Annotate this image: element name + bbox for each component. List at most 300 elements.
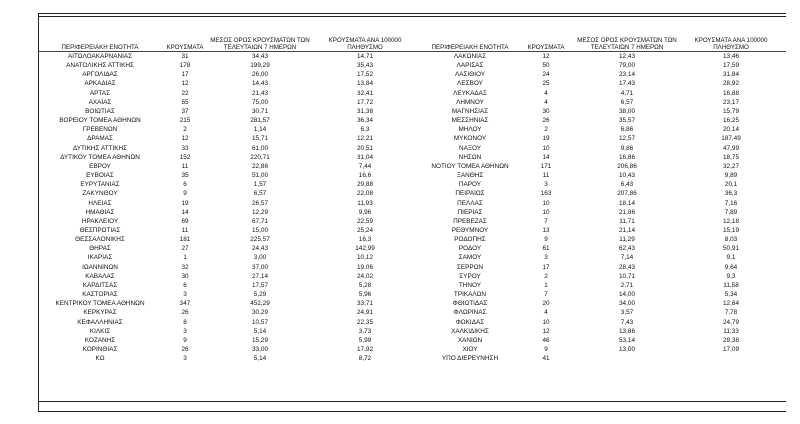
cell-region: ΕΒΡΟΥ (89, 162, 111, 170)
cell-per100k: 22,08 (357, 190, 373, 198)
cell-cases: 35 (181, 172, 189, 180)
cell-cases: 30 (181, 272, 189, 280)
cell-region: ΚΟΖΑΝΗΣ (84, 336, 116, 344)
cell-avg: 4,71 (620, 89, 634, 97)
cell-per100k: 16,25 (723, 117, 739, 125)
cell-cases: 3 (544, 254, 548, 262)
cell-region: ΗΡΑΚΛΕΙΟΥ (81, 217, 119, 225)
cell-avg: 11,71 (619, 217, 635, 225)
cell-cases: 152 (179, 153, 191, 161)
cell-cases: 19 (181, 199, 189, 207)
cell-per100k: 142,99 (355, 245, 375, 253)
cell-cases: 10 (542, 318, 550, 326)
cell-per100k: 12,18 (723, 217, 739, 225)
cell-region: ΓΡΕΒΕΝΩΝ (82, 126, 118, 134)
table-row (40, 345, 780, 354)
cell-cases: 33 (181, 144, 189, 152)
cell-avg: 1,57 (253, 181, 267, 189)
header-per100k: ΚΡΟΥΣΜΑΤΑ ΑΝΑ 100000 ΠΛΗΘΥΣΜΟ (328, 36, 402, 51)
cell-region: ΑΧΑΪΑΣ (88, 98, 112, 106)
cell-per100k: 17,59 (723, 62, 739, 70)
cell-per100k: 9,1 (726, 254, 736, 262)
cell-avg: 34,00 (619, 300, 635, 308)
cell-region: ΠΙΕΡΙΑΣ (457, 208, 483, 216)
header-per100k: ΚΡΟΥΣΜΑΤΑ ΑΝΑ 100000 ΠΛΗΘΥΣΜΟ (694, 36, 768, 51)
cell-cases: 9 (544, 236, 548, 244)
cell-region: ΒΟΙΩΤΙΑΣ (85, 107, 115, 115)
cell-avg: 6,43 (620, 181, 634, 189)
cell-per100k: 23,17 (723, 98, 739, 106)
cell-cases: 22 (181, 89, 189, 97)
cell-avg: 281,57 (250, 117, 270, 125)
cell-per100k (682, 354, 780, 363)
cell-avg: 27,14 (252, 272, 268, 280)
cell-per100k: 6,3 (360, 126, 370, 134)
cell-region: ΣΕΡΡΩΝ (456, 263, 484, 271)
cell-per100k: 16,88 (723, 89, 739, 97)
cell-region: ΚΕΝΤΡΙΚΟΥ ΤΟΜΕΑ ΑΘΗΝΩΝ (55, 300, 145, 308)
cell-avg: 75,00 (252, 98, 268, 106)
cell-avg: 206,86 (617, 162, 637, 170)
cell-region: ΑΡΤΑΣ (89, 89, 111, 97)
cell-region: ΜΥΚΟΝΟΥ (453, 135, 487, 143)
table-row (40, 217, 780, 226)
cell-avg: 53,14 (619, 336, 635, 344)
cell-cases: 17 (181, 71, 189, 79)
cell-region: ΛΑΚΩΝΙΑΣ (453, 53, 487, 60)
cell-region: ΚΙΛΚΙΣ (89, 327, 111, 335)
cell-avg: 30,71 (252, 107, 268, 115)
table-row (40, 244, 780, 253)
cell-per100k: 15,79 (723, 107, 739, 115)
cell-region: ΘΕΣΠΡΩΤΙΑΣ (79, 226, 121, 234)
cell-avg: 14,00 (619, 291, 635, 299)
cell-per100k: 20,1 (724, 181, 738, 189)
cell-per100k: 20,14 (723, 126, 739, 134)
cell-avg: 12,29 (252, 208, 268, 216)
cell-region: ΑΡΚΑΔΙΑΣ (84, 80, 116, 88)
cell-cases: 3 (544, 181, 548, 189)
table-row (40, 162, 780, 171)
cell-region: ΑΙΤΩΛΟΑΚΑΡΝΑΝΙΑΣ (67, 53, 133, 60)
cell-cases: 178 (179, 62, 191, 70)
cell-avg: 62,43 (619, 245, 635, 253)
cell-per100k: 7,44 (358, 162, 372, 170)
cell-region: ΔΥΤΙΚΗΣ ΑΤΤΙΚΗΣ (72, 144, 128, 152)
cell-region: ΡΕΘΥΜΝΟΥ (451, 226, 489, 234)
header-row (40, 20, 780, 52)
cell-region: ΛΑΡΙΣΑΣ (456, 62, 484, 70)
cell-region: ΧΑΛΚΙΔΙΚΗΣ (451, 327, 489, 335)
cell-cases: 4 (544, 98, 548, 106)
cell-cases: 69 (181, 217, 189, 225)
cell-per100k: 24,02 (357, 272, 373, 280)
cell-avg: 79,00 (619, 62, 635, 70)
cell-cases: 10 (542, 199, 550, 207)
header-avg: ΜΕΣΟΣ ΟΡΟΣ ΚΡΟΥΣΜΑΤΩΝ ΤΩΝ ΤΕΛΕΥΤΑΙΩΝ 7 ΗΜΕΡΩΝ (577, 36, 677, 51)
cell-per100k: 14,71 (357, 53, 373, 60)
cell-per100k: 18,75 (723, 153, 739, 161)
cell-per100k: 3,73 (358, 327, 372, 335)
cell-per100k: 5,96 (358, 291, 372, 299)
cell-cases: 19 (542, 135, 550, 143)
cell-cases: 7 (544, 291, 548, 299)
cell-cases: 2 (183, 126, 187, 134)
cell-region: ΠΕΛΛΑΣ (457, 199, 483, 207)
cell-region: ΙΩΑΝΝΙΝΩΝ (82, 263, 118, 271)
cell-region: ΤΡΙΚΑΛΩΝ (453, 291, 487, 299)
table-row (40, 180, 780, 189)
cell-per100k: 12,64 (723, 300, 739, 308)
cell-cases: 50 (542, 62, 550, 70)
cell-per100k: 33,71 (357, 300, 373, 308)
cell-avg: 26,57 (252, 199, 268, 207)
cell-cases: 27 (181, 245, 189, 253)
table-row (40, 208, 780, 217)
cell-cases: 20 (542, 300, 550, 308)
cell-region: ΚΕΡΚΥΡΑΣ (83, 309, 117, 317)
cell-avg: 225,57 (250, 236, 270, 244)
top-rule (38, 13, 786, 14)
cell-region: ΧΙΟΥ (462, 346, 478, 353)
cell-per100k: 187,49 (721, 135, 741, 143)
cell-cases: 4 (544, 89, 548, 97)
cell-per100k: 36,34 (357, 117, 373, 125)
cell-region: ΡΟΔΟΠΗΣ (454, 236, 486, 244)
cell-region: ΚΑΡΔΙΤΣΑΣ (82, 281, 118, 289)
cell-avg: 23,14 (619, 71, 635, 79)
cell-cases: 181 (179, 236, 191, 244)
cell-avg: 21,43 (252, 89, 268, 97)
cell-avg: 5,14 (253, 355, 267, 363)
table-row (40, 263, 780, 272)
cell-region: ΠΑΡΟΥ (458, 181, 482, 189)
cell-per100k: 17,92 (357, 346, 373, 353)
cell-per100k: 28,92 (723, 80, 739, 88)
cell-region: ΧΑΝΙΩΝ (457, 336, 483, 344)
cell-region: ΛΗΜΝΟΥ (456, 98, 484, 106)
cell-avg: 37,00 (252, 263, 268, 271)
table-row (40, 354, 780, 363)
cell-per100k: 9,64 (724, 263, 738, 271)
cell-per100k: 22,59 (357, 217, 373, 225)
cell-region: ΖΑΚΥΝΘΟΥ (82, 190, 118, 198)
cell-region: ΑΡΓΟΛΙΔΑΣ (82, 71, 118, 79)
cell-avg: 7,14 (620, 254, 634, 262)
cell-avg: 7,43 (620, 318, 634, 326)
table-row (40, 89, 780, 98)
cell-per100k: 9,96 (358, 208, 372, 216)
cell-region: ΙΚΑΡΙΑΣ (87, 254, 113, 262)
cell-avg: 199,29 (250, 62, 270, 70)
cell-cases: 4 (544, 309, 548, 317)
cell-per100k: 5,34 (724, 291, 738, 299)
cell-region: ΑΝΑΤΟΛΙΚΗΣ ΑΤΤΙΚΗΣ (66, 62, 134, 70)
cell-cases: 171 (540, 162, 552, 170)
cell-cases: 11 (542, 172, 550, 180)
top-rule-secondary (38, 16, 786, 17)
cell-region: ΕΥΒΟΙΑΣ (86, 172, 114, 180)
cell-cases: 11 (181, 162, 189, 170)
cell-per100k: 50,91 (723, 245, 739, 253)
table-row (40, 125, 780, 134)
table-row (40, 107, 780, 116)
cell-per100k: 17,72 (357, 98, 373, 106)
cell-region: ΒΟΡΕΙΟΥ ΤΟΜΕΑ ΑΘΗΝΩΝ (59, 117, 141, 125)
cell-per100k: 16,6 (358, 172, 372, 180)
cell-avg: 5,29 (253, 291, 267, 299)
cell-per100k: 9,3 (726, 272, 736, 280)
cell-avg: 207,86 (617, 190, 637, 198)
cell-cases: 26 (542, 117, 550, 125)
table-row (40, 272, 780, 281)
cell-per100k: 29,88 (357, 181, 373, 189)
cell-avg: 21,86 (619, 208, 635, 216)
cell-region: ΦΩΚΙΔΑΣ (455, 318, 485, 326)
table-row (40, 336, 780, 345)
cell-cases: 2 (544, 272, 548, 280)
header-cases: ΚΡΟΥΣΜΑΤΑ (166, 43, 204, 51)
cell-cases: 347 (179, 300, 191, 308)
cell-cases: 26 (181, 309, 189, 317)
cell-avg: 17,43 (619, 80, 635, 88)
cell-region: ΝΟΤΙΟΥ ΤΟΜΕΑ ΑΘΗΝΩΝ (431, 162, 509, 170)
cell-cases: 26 (181, 346, 189, 353)
cell-per100k: 16,3 (358, 236, 372, 244)
cell-cases: 9 (183, 336, 187, 344)
cell-per100k: 12,21 (357, 135, 373, 143)
cell-cases: 6 (183, 281, 187, 289)
cell-avg: 13,00 (619, 346, 635, 353)
cell-cases: 14 (181, 208, 189, 216)
cell-cases: 9 (544, 346, 548, 353)
cell-cases: 30 (542, 107, 550, 115)
cell-avg: 10,57 (252, 318, 268, 326)
cell-per100k: 47,99 (723, 144, 739, 152)
cell-region: ΣΥΡΟΥ (459, 272, 481, 280)
cell-per100k: 7,16 (724, 199, 738, 207)
cell-region: ΡΟΔΟΥ (458, 245, 482, 253)
cell-cases: 31 (181, 53, 189, 60)
cell-avg: 24,43 (252, 245, 268, 253)
cell-region: ΚΩ (95, 355, 105, 363)
cell-avg: 15,71 (252, 135, 268, 143)
cell-cases: 3 (183, 355, 187, 363)
table-row (40, 290, 780, 299)
cell-cases: 3 (183, 327, 187, 335)
cell-per100k: 11,58 (723, 281, 739, 289)
cell-cases: 10 (542, 208, 550, 216)
cell-per100k: 31,04 (357, 153, 373, 161)
cell-per100k: 7,89 (724, 208, 738, 216)
cell-region: ΛΑΣΙΘΙΟΥ (454, 71, 486, 79)
cell-per100k: 25,24 (357, 226, 373, 234)
cell-avg: 9,86 (620, 144, 634, 152)
cell-avg: 15,00 (252, 226, 268, 234)
cell-avg: 16,86 (619, 153, 635, 161)
cell-region: ΔΥΤΙΚΟΥ ΤΟΜΕΑ ΑΘΗΝΩΝ (60, 153, 140, 161)
cell-avg: 10,71 (619, 272, 635, 280)
cell-region: ΘΕΣΣΑΛΟΝΙΚΗΣ (75, 236, 125, 244)
table-row (40, 327, 780, 336)
table-row (40, 226, 780, 235)
cell-per100k: 24,91 (357, 309, 373, 317)
cell-per100k: 11,33 (723, 327, 739, 335)
cell-per100k: 8,72 (358, 355, 372, 363)
cell-region: ΛΕΥΚΑΔΑΣ (453, 89, 487, 97)
table-row (40, 52, 780, 61)
cell-region: ΛΕΣΒΟΥ (457, 80, 483, 88)
cell-avg: 51,00 (252, 172, 268, 180)
cell-avg: 17,57 (252, 281, 268, 289)
cell-per100k: 8,03 (724, 236, 738, 244)
bottom-rule (38, 401, 786, 402)
cell-per100k: 5,99 (358, 336, 372, 344)
cell-cases: 24 (542, 71, 550, 79)
cell-per100k: 22,35 (357, 318, 373, 326)
cell-avg: 3,57 (620, 309, 634, 317)
cell-avg: 61,00 (252, 144, 268, 152)
cell-cases: 12 (181, 80, 189, 88)
cell-region: ΣΑΜΟΥ (458, 254, 482, 262)
cell-region: ΕΥΡΥΤΑΝΙΑΣ (80, 181, 120, 189)
cell-avg: 452,29 (250, 300, 270, 308)
cell-cases: 12 (542, 53, 550, 60)
cell-region: ΤΗΝΟΥ (458, 281, 482, 289)
table-row (40, 116, 780, 125)
table-row (40, 253, 780, 262)
cell-per100k: 10,12 (357, 254, 373, 262)
cell-avg: 6,57 (620, 98, 634, 106)
table-row (40, 235, 780, 244)
cell-per100k: 15,19 (723, 226, 739, 234)
left-border (38, 13, 39, 412)
cell-per100k: 31,84 (723, 71, 739, 79)
cell-cases: 1 (544, 281, 548, 289)
cell-avg: 18,14 (619, 199, 635, 207)
cell-cases: 3 (183, 291, 187, 299)
cell-avg: 6,86 (620, 126, 634, 134)
cell-per100k: 35,43 (357, 62, 373, 70)
cell-avg: 35,57 (619, 117, 635, 125)
table-row (40, 144, 780, 153)
cell-avg: 33,00 (252, 346, 268, 353)
cell-region: ΠΕΙΡΑΙΩΣ (455, 190, 485, 198)
cell-cases: 8 (183, 318, 187, 326)
cell-avg: 28,43 (619, 263, 635, 271)
cell-avg: 6,57 (253, 190, 267, 198)
cell-cases: 41 (542, 355, 550, 363)
cell-region: ΦΘΙΩΤΙΔΑΣ (452, 300, 488, 308)
cell-avg: 1,14 (253, 126, 267, 134)
cell-region: ΝΗΣΩΝ (458, 153, 482, 161)
cell-per100k: 32,41 (357, 89, 373, 97)
cell-avg (572, 354, 682, 363)
cell-cases: 2 (544, 126, 548, 134)
cell-avg: 14,43 (252, 80, 268, 88)
cell-region: ΚΟΡΙΝΘΙΑΣ (82, 346, 118, 353)
cell-avg: 12,57 (619, 135, 635, 143)
cell-cases: 6 (183, 181, 187, 189)
cell-region: ΘΗΡΑΣ (89, 245, 111, 253)
table-row (40, 189, 780, 198)
cell-avg: 220,71 (250, 153, 270, 161)
header-region: ΠΕΡΙΦΕΡΕΙΑΚΗ ΕΝΟΤΗΤΑ (431, 43, 509, 51)
cell-cases: 14 (542, 153, 550, 161)
header-avg: ΜΕΣΟΣ ΟΡΟΣ ΚΡΟΥΣΜΑΤΩΝ ΤΩΝ ΤΕΛΕΥΤΑΙΩΝ 7 ΗΜΕΡΩΝ (210, 36, 310, 51)
cell-cases: 1 (183, 254, 187, 262)
cases-table (40, 20, 780, 363)
table-body (40, 52, 780, 363)
cell-cases: 215 (179, 117, 191, 125)
cell-per100k: 5,28 (358, 281, 372, 289)
cell-cases: 32 (181, 263, 189, 271)
cell-region: ΞΑΝΘΗΣ (456, 172, 484, 180)
cell-cases: 37 (181, 107, 189, 115)
cell-avg: 2,71 (620, 281, 634, 289)
cell-avg: 5,14 (253, 327, 267, 335)
cell-per100k: 17,52 (357, 71, 373, 79)
cell-per100k: 13,46 (723, 53, 739, 60)
cell-avg: 67,71 (252, 217, 268, 225)
bottom-rule-secondary (38, 411, 786, 412)
cell-avg: 26,00 (252, 71, 268, 79)
table-row (40, 70, 780, 79)
table-row (40, 199, 780, 208)
cell-cases: 46 (542, 336, 550, 344)
cell-region: ΚΕΦΑΛΛΗΝΙΑΣ (77, 318, 123, 326)
cell-cases: 9 (183, 190, 187, 198)
table-row (40, 281, 780, 290)
cell-per100k: 11,93 (357, 199, 373, 207)
cell-per100k: 32,27 (723, 162, 739, 170)
cell-per100k: 7,78 (724, 309, 738, 317)
cell-cases: 61 (542, 245, 550, 253)
cell-avg: 21,14 (619, 226, 635, 234)
cell-avg: 22,86 (252, 162, 268, 170)
cell-per100k: 24,79 (723, 318, 739, 326)
cell-cases: 13 (542, 226, 550, 234)
cell-cases: 10 (542, 144, 550, 152)
table-row (40, 171, 780, 180)
cell-avg: 38,00 (619, 107, 635, 115)
cell-avg: 3,00 (253, 254, 267, 262)
cell-region: ΗΛΕΙΑΣ (88, 199, 112, 207)
cell-avg: 34,43 (252, 53, 268, 60)
cell-per100k: 13,84 (357, 80, 373, 88)
table-row (40, 299, 780, 308)
cell-per100k: 29,38 (723, 336, 739, 344)
cell-region: ΗΜΑΘΙΑΣ (85, 208, 115, 216)
cell-cases: 12 (542, 327, 550, 335)
cell-region: ΜΑΓΝΗΣΙΑΣ (451, 107, 489, 115)
cell-avg: 11,29 (619, 236, 635, 244)
table-row (40, 318, 780, 327)
cell-region: ΔΡΑΜΑΣ (87, 135, 113, 143)
cell-avg: 30,29 (252, 309, 268, 317)
cell-avg: 15,29 (252, 336, 268, 344)
cell-cases: 163 (540, 190, 552, 198)
cell-region: ΥΠΟ ΔΙΕΡΕΥΝΗΣΗ (441, 355, 499, 363)
cell-region: ΝΑΞΟΥ (458, 144, 482, 152)
cell-per100k: 36,3 (724, 190, 738, 198)
table-row (40, 98, 780, 107)
cell-region: ΚΑΒΑΛΑΣ (85, 272, 115, 280)
table-row (40, 308, 780, 317)
cell-per100k: 31,38 (357, 107, 373, 115)
cell-region: ΜΕΣΣΗΝΙΑΣ (451, 117, 489, 125)
cell-region: ΚΑΣΤΟΡΙΑΣ (82, 291, 118, 299)
